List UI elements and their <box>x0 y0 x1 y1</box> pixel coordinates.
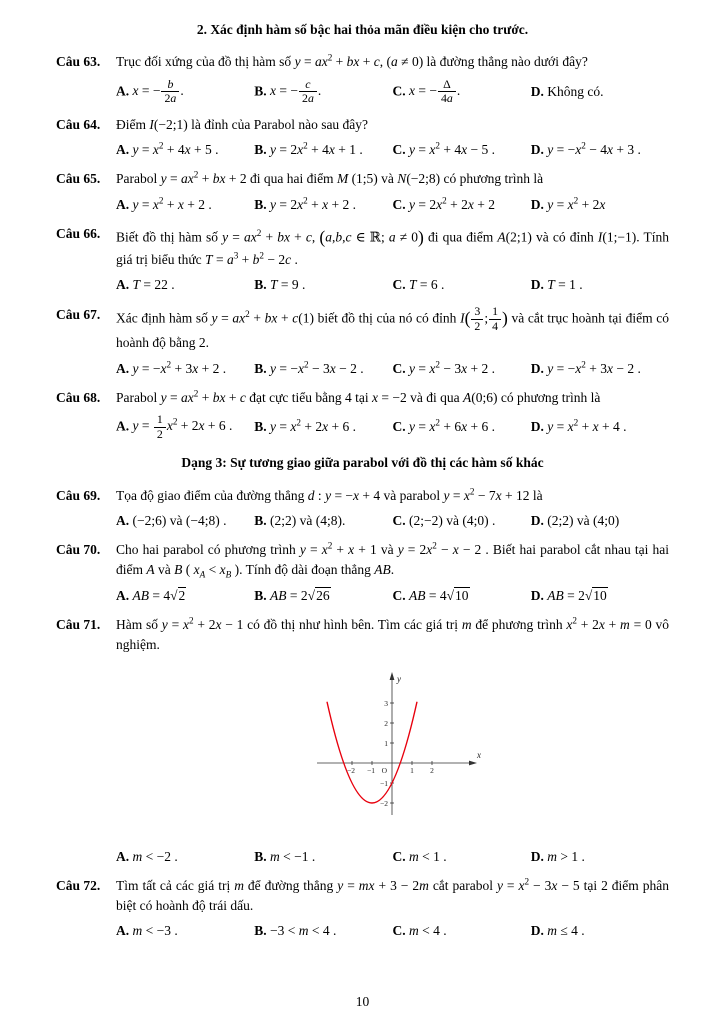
option-key: B. <box>254 587 267 603</box>
answer-options <box>116 140 669 160</box>
option-formula: m < −1 . <box>270 848 316 864</box>
question-label: Câu 65. <box>56 171 101 187</box>
option-key: B. <box>254 82 267 98</box>
option-formula: x = − $\frac{b}{2a}$ . <box>132 76 184 106</box>
answer-option <box>393 847 531 867</box>
answer-option <box>393 275 531 295</box>
answer-option <box>116 413 254 441</box>
answer-option <box>531 359 669 379</box>
answer-option <box>116 78 254 106</box>
option-key: C. <box>392 360 406 376</box>
answer-options <box>116 511 669 531</box>
answer-options <box>116 847 669 867</box>
option-formula: AB = 2√10 <box>547 587 607 603</box>
question-text: Biết đồ thị hàm số $y = ax^2$ + bx + c, (a,b,c ∈ ℝ; a ≠ 0) đi qua điểm A(2;1) và có đỉnh I(1;−1). Tính giá trị biểu thức $T = a^3 + b^2 - 2c$ . <box>116 226 669 268</box>
answer-options <box>116 195 669 215</box>
answer-option <box>254 359 392 379</box>
option-key: B. <box>254 512 267 528</box>
option-key: D. <box>530 277 544 293</box>
answer-option <box>116 921 254 941</box>
y-tick-label: 3 <box>383 699 388 709</box>
answer-option <box>254 195 392 215</box>
option-formula: −3 < m < 4 . <box>270 923 337 939</box>
answer-options <box>116 359 669 379</box>
answer-option <box>393 417 531 437</box>
answer-option <box>116 195 254 215</box>
option-key: B. <box>254 923 267 939</box>
option-key: D. <box>530 360 544 376</box>
y-axis-arrow-icon <box>389 672 394 680</box>
option-formula: $y = x^2 + 4x - 5$ . <box>409 140 495 158</box>
option-key: A. <box>116 196 130 212</box>
option-formula: $y = 2x^2 + 4x + 1$ . <box>270 140 363 158</box>
answer-option <box>116 511 254 531</box>
option-formula: Không có. <box>547 83 604 99</box>
option-formula: m < 1 . <box>409 848 447 864</box>
option-key: A. <box>116 82 130 98</box>
option-formula: (2;2) và (4;0) <box>547 512 620 528</box>
parabola-graph-svg <box>287 663 499 835</box>
x-tick-label: 2 <box>429 766 434 776</box>
option-formula: (−2;6) và (−4;8) . <box>132 512 227 528</box>
question-block <box>56 52 669 106</box>
x-tick-label: 1 <box>409 766 414 776</box>
option-formula: $y = x^2 + 4x + 5$ . <box>132 140 219 158</box>
option-key: C. <box>392 419 406 435</box>
answer-option <box>393 78 531 106</box>
answer-option <box>116 847 254 867</box>
question-block <box>56 388 669 442</box>
option-key: D. <box>530 196 544 212</box>
answer-option <box>254 511 392 531</box>
option-key: B. <box>254 196 267 212</box>
answer-option <box>254 275 392 295</box>
option-key: D. <box>530 142 544 158</box>
option-formula: m < −3 . <box>132 923 178 939</box>
option-formula: $y = -x^2 + 3x + 2$ . <box>132 359 227 376</box>
x-tick-label: −1 <box>366 766 375 776</box>
option-formula: m < 4 . <box>409 923 447 939</box>
option-formula: $y = x^2 + x + 2$ . <box>132 195 212 212</box>
option-formula: $y = -x^2 + 3x - 2$ . <box>547 359 641 376</box>
question-block <box>56 876 669 942</box>
option-formula: x = − $\frac{c}{2a}$ . <box>270 76 322 106</box>
answer-option <box>393 195 531 215</box>
question-label: Câu 66. <box>56 225 101 241</box>
option-key: D. <box>530 83 544 99</box>
option-formula: $y = 2x^2 + 2x + 2$ <box>409 195 495 212</box>
option-key: A. <box>116 360 130 376</box>
x-tick-label: −2 <box>346 766 355 776</box>
answer-options <box>116 78 669 106</box>
question-label: Câu 70. <box>56 542 101 558</box>
answer-options <box>116 413 669 441</box>
option-key: D. <box>530 419 544 435</box>
x-axis-label: x <box>476 750 481 761</box>
option-key: C. <box>392 587 406 603</box>
answer-option <box>393 511 531 531</box>
question-text: Xác định hàm số $y = ax^2$ + bx + c(1) biết đồ thị của nó có đỉnh I( $\frac{3}{2}$ ; $\frac{1}{4}$ ) và cắt trục hoành tại điểm có hoành độ bằng 2. <box>116 303 670 351</box>
answer-option <box>116 359 254 379</box>
question-text: Parabol $y = ax^2$ + bx + c đạt cực tiểu bằng 4 tại x = −2 và đi qua A(0;6) có phương trình là <box>116 388 601 405</box>
option-key: A. <box>116 848 130 864</box>
option-formula: T = 6 . <box>409 277 445 293</box>
answer-option <box>116 140 254 160</box>
question-label: Câu 64. <box>56 116 101 132</box>
option-formula: $y = x^2 + 2x$ <box>547 195 606 212</box>
answer-option <box>254 78 392 106</box>
answer-option <box>531 921 669 941</box>
y-tick-label: −1 <box>379 779 388 789</box>
option-formula: m ≤ 4 . <box>547 923 585 939</box>
y-tick-label: 1 <box>383 739 388 749</box>
question-text: Tìm tất cả các giá trị m để đường thẳng y = mx + 3 − 2m cắt parabol $y = x^2 - 3x - 5$ tại 2 điểm phân biệt có hoành độ trái dấu. <box>116 876 669 914</box>
option-key: C. <box>392 142 406 158</box>
option-formula: m > 1 . <box>547 848 585 864</box>
answer-option <box>254 140 392 160</box>
option-formula: AB = 4√2 <box>132 587 186 603</box>
answer-option <box>254 921 392 941</box>
option-key: C. <box>392 512 406 528</box>
answer-options <box>116 586 669 606</box>
answer-option <box>531 275 669 295</box>
question-label: Câu 72. <box>56 877 101 893</box>
option-formula: $y = x^2 + x + 4$ . <box>547 417 627 435</box>
option-key: C. <box>392 848 406 864</box>
question-text: Điểm I(−2;1) là đỉnh của Parabol nào sau đây? <box>116 116 369 132</box>
answer-options <box>116 921 669 941</box>
question-list <box>56 52 669 950</box>
option-formula: T = 22 . <box>132 277 175 293</box>
question-text: Tọa độ giao điểm của đường thẳng d : y = −x + 4 và parabol $y = x^2 - 7x + 12$ là <box>116 486 543 503</box>
answer-option <box>393 921 531 941</box>
option-formula: $y = x^2 + 6x + 6$ . <box>409 417 495 435</box>
question-figure <box>116 663 669 841</box>
answer-option <box>254 586 392 606</box>
x-axis-arrow-icon <box>469 761 477 766</box>
option-formula: T = 1 . <box>547 277 583 293</box>
option-formula: $y = -x^2 - 3x - 2$ . <box>270 359 364 376</box>
option-formula: $y = 2x^2 + x + 2$ . <box>270 195 356 212</box>
answer-option <box>393 140 531 160</box>
option-formula: $y = x^2 + 2x + 6$ . <box>270 417 356 435</box>
parabola-curve <box>327 702 417 803</box>
option-key: A. <box>116 587 130 603</box>
section-title: 2. Xác định hàm số bậc hai thỏa mãn điều kiện cho trước. <box>196 22 529 37</box>
option-formula: AB = 4√10 <box>409 587 469 603</box>
option-key: B. <box>254 848 267 864</box>
question-block <box>56 615 669 867</box>
answer-option <box>254 417 392 437</box>
option-formula: $y = x^2 - 3x + 2$ . <box>409 359 495 376</box>
answer-option <box>531 82 669 102</box>
question-label: Câu 69. <box>56 487 101 503</box>
option-key: A. <box>116 142 130 158</box>
question-label: Câu 71. <box>56 616 101 632</box>
option-formula: x = − $\frac{\Delta}{4a}$ . <box>409 76 461 106</box>
question-text: Parabol $y = ax^2$ + bx + 2 đi qua hai điểm M (1;5) và N(−2;8) có phương trình là <box>116 169 544 187</box>
answer-option <box>531 511 669 531</box>
question-text: Cho hai parabol có phương trình $y = x^2 + x + 1$ và $y = 2x^2 - x - 2$ . Biết hai parabol cắt nhau tại hai điểm A và B ( $x_A < x_B$ ). Tính độ dài đoạn thẳng AB. <box>116 540 669 581</box>
answer-option <box>393 359 531 379</box>
option-key: B. <box>254 142 267 158</box>
answer-option <box>393 586 531 606</box>
question-block <box>56 305 669 379</box>
option-key: D. <box>530 512 544 528</box>
question-block <box>56 453 669 531</box>
question-text: Hàm số $y = x^2 + 2x - 1$ có đồ thị như hình bên. Tìm các giá trị m để phương trình $x^2 + 2x + m = 0$ vô nghiệm. <box>116 615 669 653</box>
y-tick-label: −2 <box>379 799 388 809</box>
answer-option <box>116 275 254 295</box>
option-key: D. <box>530 848 544 864</box>
option-key: A. <box>116 923 130 939</box>
question-block <box>56 115 669 161</box>
answer-option <box>531 195 669 215</box>
question-block <box>56 169 669 215</box>
answer-option <box>531 847 669 867</box>
question-label: Câu 68. <box>56 389 101 405</box>
question-block <box>56 224 669 296</box>
option-formula: (2;2) và (4;8). <box>270 512 346 528</box>
option-key: C. <box>392 196 406 212</box>
answer-option <box>531 140 669 160</box>
option-key: B. <box>254 277 267 293</box>
option-key: A. <box>116 277 130 293</box>
origin-label: O <box>381 766 387 776</box>
y-tick-label: 2 <box>383 719 388 729</box>
option-key: A. <box>116 512 130 528</box>
option-formula: m < −2 . <box>132 848 178 864</box>
y-axis-label: y <box>396 674 401 685</box>
option-key: C. <box>392 82 406 98</box>
question-label: Câu 63. <box>56 54 101 70</box>
option-key: A. <box>116 418 130 434</box>
option-key: C. <box>392 923 406 939</box>
answer-option <box>531 417 669 437</box>
question-block <box>56 540 669 606</box>
option-formula: T = 9 . <box>270 277 306 293</box>
option-key: C. <box>392 277 406 293</box>
option-formula: $y = -x^2 - 4x + 3$ . <box>547 140 641 158</box>
answer-option <box>116 586 254 606</box>
option-key: D. <box>530 587 544 603</box>
option-formula: y = $\frac{1}{2}$ $x^2 + 2x + 6$ . <box>132 412 233 441</box>
option-key: D. <box>530 923 544 939</box>
question-label: Câu 67. <box>56 306 101 322</box>
page-number: 10 <box>355 993 370 1009</box>
option-formula: (2;−2) và (4;0) . <box>409 512 496 528</box>
question-text: Trục đối xứng của đồ thị hàm số $y = ax^2$ + bx + c, (a ≠ 0) là đường thẳng nào dưới đây? <box>116 52 588 70</box>
option-formula: AB = 2√26 <box>270 587 330 603</box>
option-key: B. <box>254 419 267 435</box>
answer-option <box>531 586 669 606</box>
option-key: B. <box>254 360 267 376</box>
section-heading: Dạng 3: Sự tương giao giữa parabol với đồ thị các hàm số khác <box>181 455 544 471</box>
answer-options <box>116 275 669 295</box>
answer-option <box>254 847 392 867</box>
